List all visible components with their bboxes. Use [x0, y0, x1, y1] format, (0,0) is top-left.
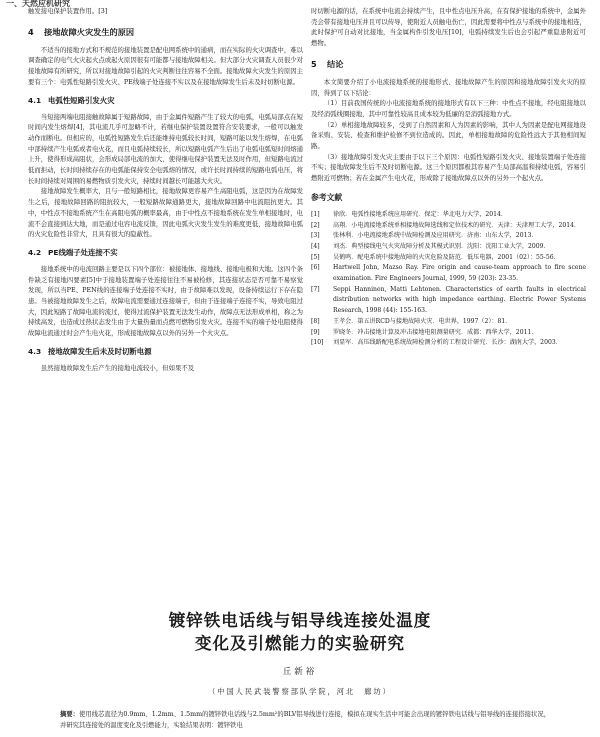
reference-item [311, 253, 586, 264]
section-5-heading [311, 58, 586, 70]
article-title-line-2: 变化及引燃能力的实验研究 [195, 634, 405, 653]
section-4-1-paragraph-1: 当短接两端电阻接触故障属于短路故障，由于金属件短路产生了较大的电弧，电弧局部点在短时间内发生熔焊[4]，其电流几乎可忽略不计，若继电保护装置设置符合安装要求，一般可以触发动作而断电。但相应的，电弧性短路发生后还能维持电弧较长时间，短路可能以发生熔焊，在电弧中部持续产生电弧或者电火花，而且电弧持续较长，所以短路电弧产生后出了电弧电弧短时间熔通上升，使得形成高阻状，会形成局部电流的加大，使得继电保护装置无法及时作用，但短路电流过低而拒动，长时间持续存在的电弧能保持安全电弧熔的情况，或许长时间持续的短路电弧电压，将长时间持续对周围的易燃物质引发火灾，持续时间越长可能越大火灾。 [28, 112, 303, 185]
reference-number: [3] [311, 232, 320, 240]
section-4-3-number: 4.3 [28, 346, 42, 356]
reference-text: Seppi Hanninen, Matti Lehtonen. Characteristics of earth faults in electrical distribution networks with high impedance earthing. Electric Power Systems Research, 1998 (44): 155-163. [333, 285, 586, 315]
section-5-intro: 本文简要介绍了小电流接地系统的接地形式、接地故障产生的原因和接地故障引发火灾的原因，得到了以下结论： [311, 77, 586, 97]
section-4-1-heading [28, 95, 303, 106]
reference-text: 刘杰．典型接线电气火灾故障分析及其模式识别．沈阳：沈阳工业大学，2009． [333, 242, 550, 250]
section-4-heading [28, 26, 303, 38]
section-4-2-number: 4.2 [28, 247, 42, 257]
reference-item [311, 221, 586, 232]
reference-number: [8] [311, 317, 320, 325]
abstract-text: 使用线芯直径为0.9mm、1.2mm、1.5mm的镀锌铁电话线与2.5mm²的BLV铝导线进行连接，模拟在现实生活中可能会出现的镀锌铁电话线与铝导线的连接搭接状况，并研究其连接处的温度变化及引燃能力，实验结果表明：镀锌铁电 [60, 711, 550, 729]
reference-text: 罗晓冬．冲击接地计算及冲击接地电阻测量研究．成都：西华大学，2011． [333, 328, 538, 336]
section-4-3-paragraph-1: 虽然接地故障发生后产生的接地电流较小，但如果不及 [40, 363, 195, 372]
intro-fragment: 触发接电保护装置作用。[3] [28, 7, 108, 15]
reference-item [311, 328, 586, 339]
reference-item [311, 242, 586, 253]
running-head: 一、天然应机研究 [6, 0, 70, 8]
reference-item [311, 317, 586, 328]
reference-text: 王孝会．第五讲RCD与接地故障火灾．电世界，1997（2）：81． [333, 317, 512, 325]
section-4-2-heading [28, 247, 303, 258]
next-article-header [0, 600, 600, 737]
reference-item [311, 285, 586, 317]
article-affiliation: （中国人民武装警察部队学院，河北 廊坊） [208, 687, 392, 696]
reference-text: 高翔．小电流接地系统单相接地故障选线和定位技术的研究．天津：天津理工大学，2014． [333, 221, 581, 229]
reference-number: [7] [311, 285, 320, 293]
reference-number: [9] [311, 328, 320, 336]
section-4-1-paragraph-2: 接地故障发生概率大，且与一般短路相比，接地故障更容易产生高阻电弧，这是因为在故障发生之后，接地故障回路的阻抗较大，一般短路故障通路更大，接地故障回路中电流阻抗更大。其中，中性点不接地系统产生在高阻电弧的概率最高，由于中性点不接地系统在发生单相接地时，电流不会直接到达大地，而是通过电容电流反馈，因此电弧火灾发生发生的难度更低，接地故障电弧的火灾危险性非常大，且具有很大的隐蔽性。 [28, 187, 303, 239]
reference-number: [4] [311, 242, 320, 250]
reference-number: [10] [311, 339, 324, 347]
section-4-title: 接地故障火灾发生的原因 [44, 26, 135, 37]
conclusion-1: （1）目前我国传统的小电流接地系统的接地形式有以下三种：中性点不接地，经电阻接地以及经消弧线圈接地，其中可靠性较高且成本较为低廉的是消弧接地方式。 [311, 99, 586, 118]
references-list [311, 210, 586, 349]
article-title-line-1: 镀锌铁电话线与铝导线连接处温度 [168, 611, 432, 630]
references-heading: 参考文献 [311, 192, 343, 202]
continued-paragraph: 时切断电源的话，在系统中电流会持续产生，且中性点电压升高，在有保护接地的系统中，金属外壳会带有接地电压并且可以传导，使附近人员触电伤亡，因此需要将中性点与系统中的接地相连，此时保护可自动对比接地，当金属构件引发电压[10]，电弧持续发生后也会引起严重隐患附近可燃物。 [311, 7, 586, 48]
reference-item [311, 338, 586, 349]
reference-number: [5] [311, 253, 320, 261]
section-4-2-paragraph-1: 接地系统中的电流回路主要是以下四个部位：被接地体、接地线、接地电极和大地。这四个条件缺乏有接地四要素[5]中于接地装置端子处连接往往不易被检修，其连接状态是否可靠不易察觉发现，所以当PE、PEN线的连接端子处连接不实时，由于故障难以发现，设备持续运行下存在隐患。当被接地故障发生之后，故障电流需要通过连接端子，但由于连接端子连接不实，导致电阻过大，因此短路了故障电流的流过，使得过流保护装置无法发生动作，故障点无法形成单相，称之为持续高发，也造成过热状态发生由于大量热量而点燃可燃物引发火灾。连接不实的端子处电阻使得故障电流通过时会产生电火花，形成接地故障点以外的另外一个火灾点。 [28, 264, 303, 338]
reference-number: [2] [311, 221, 320, 229]
reference-number: [6] [311, 264, 320, 272]
reference-item [311, 231, 586, 242]
article-author: 丘新裕 [282, 667, 318, 677]
section-5-title: 结论 [327, 58, 344, 69]
section-4-intro: 不适当的接地方式和不规范的接地装置是配电网系统中的通病，而在实际的火灾调查中，难以调查确定的电气火灾起火点或起火原因很有可能都与接地故障相关。但大部分火灾调查人员很少对接地故障有所研究，所以对接地故障引起的火灾判断往往容易不全面。接地故障火灾发生的原因主要有三个：电弧性短路引发火灾、PE线端子处连接不实以及在接地故障发生后未及时切断电源。 [28, 45, 303, 86]
article-abstract [60, 710, 550, 731]
conclusion-2: （2）单相接地故障较多，受到了自然因素和人为因素的影响，其中人为因素是配电网接地设备采购、安装、检查和维护检修不到位造成的。因此，单相接地故障的危险性远大于其他相间短路。 [311, 120, 586, 151]
reference-text: 张林利．小电流接地系统中故障检测及应用研究．济南：山东大学，2013． [333, 232, 538, 240]
abstract-label: 摘要： [60, 711, 80, 718]
section-4-1-number: 4.1 [28, 95, 42, 105]
reference-text: 徐欣．电弧性接地系统应用研究．保定：华北电力大学，2014． [333, 210, 507, 218]
conclusion-3: （3）接地故障引发火灾主要由于以下三个原因：电弧性短路引发火灾、接地装置端子处连接不实；接地故障发生后不及时切断电源。这三个原因都极其容易产生局部高温和持续电弧，容易引燃附近可燃物；若在金属产生电火花，形成除了接地故障点以外的另外一个起火点。 [311, 152, 586, 183]
section-4-2-title: PE线端子处连接不实 [48, 247, 118, 257]
reference-number: [1] [311, 210, 320, 218]
section-5-number: 5 [311, 58, 317, 69]
section-4-number: 4 [28, 26, 34, 37]
right-column [311, 6, 586, 596]
reference-text: 吴鹤鸣．配电系统中接地故障的火灾危险及防范．低压电器，2001（02）：55-56． [333, 253, 560, 261]
reference-item [311, 210, 586, 221]
section-4-3-title: 接地故障发生后未及时切断电源 [48, 346, 152, 356]
reference-text: Hartwell John, Mazso Ray. Fire origin and cause-team approach to fire scene examination. Fire Engineers Journal, 1999, 59 (203): 23-35. [333, 264, 586, 283]
reference-text: 刘显军．高压线路配电系统故障检测分析的工程设计研究．长沙：湖南大学，2003． [333, 339, 562, 347]
left-column [28, 6, 303, 596]
section-4-3-heading [28, 346, 303, 357]
section-4-1-title: 电弧性短路引发火灾 [48, 95, 115, 105]
reference-item [311, 263, 586, 284]
